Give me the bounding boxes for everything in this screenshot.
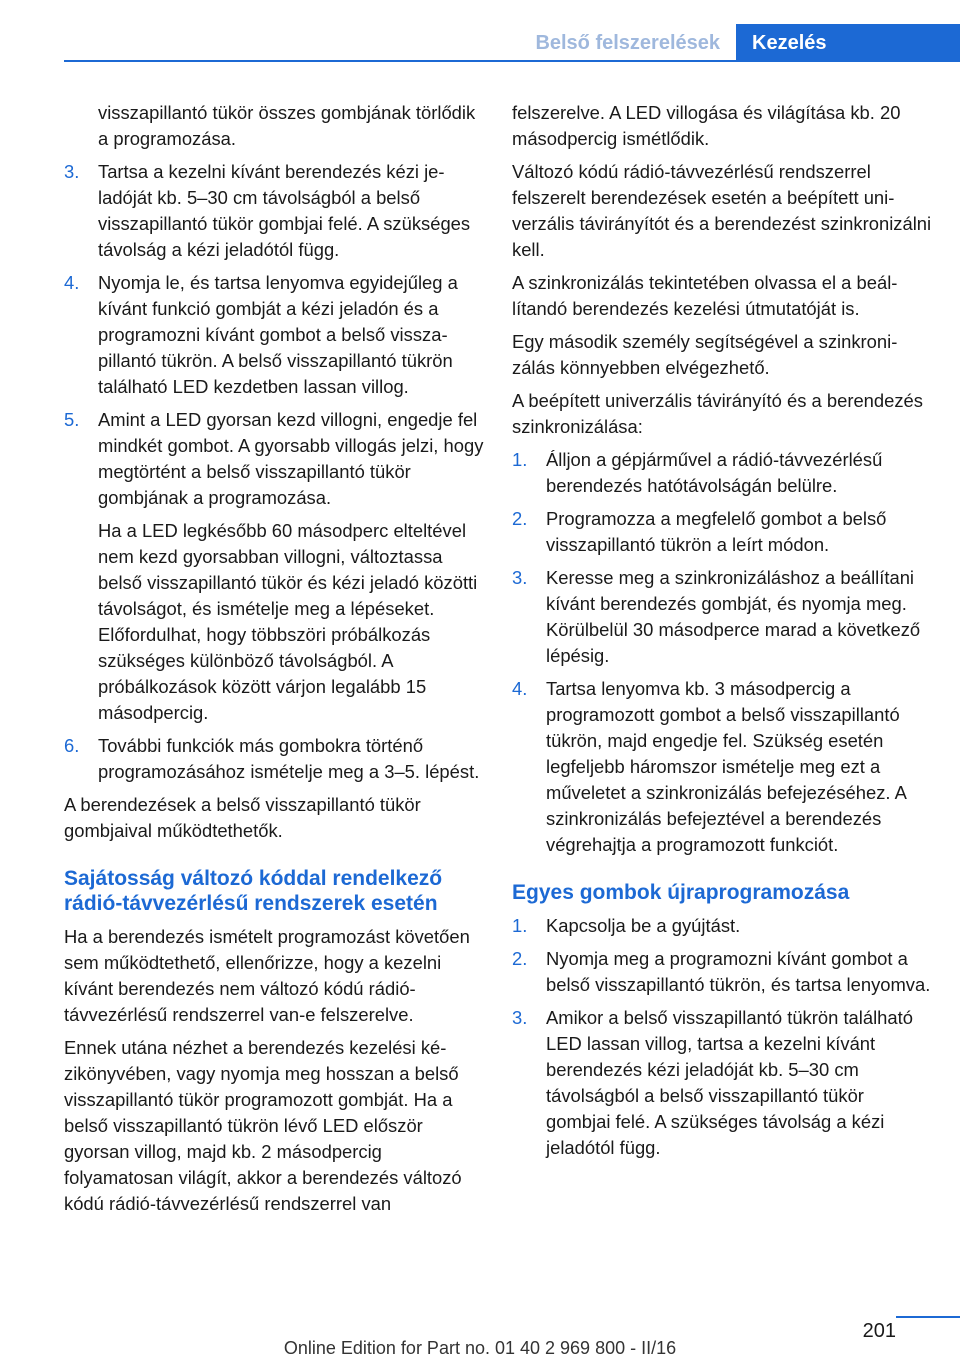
header-rule xyxy=(64,60,960,62)
paragraph: Ha a berendezés ismételt programozást követően sem működtethető, ellenőrizze, hogy a kezelni kívánt berendezés nem változó kódú rádió-távvezérlésű rendszerrel van-e felszerelve. xyxy=(64,926,470,1025)
list-item xyxy=(512,676,932,858)
paragraph: felszerelve. A LED villogása és világítása kb. 20 másodpercig ismétlődik. xyxy=(512,102,901,149)
step-number: 3. xyxy=(512,1007,528,1028)
step-number: 4. xyxy=(512,678,528,699)
step-text: Nyomja meg a programozni kívánt gombot a belső visszapillantó tükrön, és tartsa lenyomva. xyxy=(546,948,931,995)
step-text: Tartsa a kezelni kívánt berendezés kézi jeladóját kb. 5–30 cm távolságból a belső visszapillantó tükör gombjai felé. A szükséges távolság a kézi jeladótól függ. xyxy=(98,161,471,260)
step-number: 6. xyxy=(64,735,80,756)
step-text: Kapcsolja be a gyújtást. xyxy=(546,915,741,936)
step-number: 2. xyxy=(512,508,528,529)
step-text: Amint a LED gyorsan kezd villogni, engedje fel mindkét gombot. A gyorsabb villogás jelzi, hogy megtörtént a belső visszapillantó tükör gombjának a programozása. xyxy=(98,409,484,508)
list-item xyxy=(512,913,932,939)
step-text: Álljon a gépjárművel a rádió-távvezérlésű berendezés hatótávolságán belülre. xyxy=(546,449,883,496)
step-text: Keresse meg a szinkronizáláshoz a beállítani kívánt berendezés gombját, és nyomja meg. Körülbelül 30 másodperce marad a következő lépésig. xyxy=(546,567,921,666)
section-heading: Sajátosság változó kóddal rendelkező rádió-távvezérlésű rendszerek esetén xyxy=(64,867,443,915)
paragraph: Ennek utána nézhet a berendezés kezelési kézikönyvében, vagy nyomja meg hosszan a belső visszapillantó tükör programozott gombját. Ha a belső visszapillantó tükrön lévő LED először gyorsan villog, majd kb. 2 másodpercig folyamatosan világít, akkor a berendezés változó kódú rádió-távvezérlésű rendszerrel van xyxy=(64,1037,462,1214)
step-number: 1. xyxy=(512,915,528,936)
list-item xyxy=(512,506,932,558)
paragraph: A beépített univerzális távirányító és a berendezés szinkronizálása: xyxy=(512,390,923,437)
paragraph: A berendezések a belső visszapillantó tükör gombjaival működtethetők. xyxy=(64,794,421,841)
paragraph: Egy második személy segítségével a szinkronizálás könnyebben elvégezhető. xyxy=(512,331,898,378)
step-text: Programozza a megfelelő gombot a belső visszapillantó tükrön a leírt módon. xyxy=(546,508,887,555)
step-text: Tartsa lenyomva kb. 3 másodpercig a programozott gombot a belső visszapillantó tükrön, majd engedje fel. Szükség esetén legfeljebb háromszor ismételje meg ezt a műveletet a szinkronizálás befejezéséhez. A szinkronizálás befejeztével a berendezés végrehajtja a programozott funkciót. xyxy=(546,678,906,855)
header-section-title: Belső felszerelések xyxy=(535,32,720,54)
section-heading: Egyes gombok újraprogramozása xyxy=(512,881,850,904)
list-item xyxy=(64,733,484,785)
page-header xyxy=(0,0,960,62)
list-item xyxy=(512,1005,932,1161)
footer-rule xyxy=(896,1316,960,1318)
step-number: 4. xyxy=(64,272,80,293)
step-number: 3. xyxy=(512,567,528,588)
step-text: További funkciók más gombokra történő programozásához ismételje meg a 3–5. lépést. xyxy=(98,735,480,782)
step-text: Amikor a belső visszapillantó tükrön található LED lassan villog, tartsa a kezelni kívánt berendezés kézi jeladóját kb. 5–30 cm távolságból a belső visszapillantó tükör gombjai felé. A szükséges távolság a kézi jeladótól függ. xyxy=(546,1007,913,1158)
step-number: 3. xyxy=(64,161,80,182)
list-item xyxy=(512,946,932,998)
list-item xyxy=(512,565,932,669)
step-number: 5. xyxy=(64,409,80,430)
page-number: 201 xyxy=(862,1320,896,1342)
list-item xyxy=(64,407,484,726)
step-number: 1. xyxy=(512,449,528,470)
list-item xyxy=(512,447,932,499)
paragraph: A szinkronizálás tekintetében olvassa el a beállítandó berendezés kezelési útmutatóját is. xyxy=(512,272,898,319)
paragraph: Változó kódú rádió-távvezérlésű rendszerrel felszerelt berendezések esetén a beépített univerzális távirányítót és a berendezést szinkronizálni kell. xyxy=(512,161,932,260)
left-column xyxy=(64,100,484,1224)
step-number: 2. xyxy=(512,948,528,969)
step-note: Ha a LED legkésőbb 60 másodperc elteltével nem kezd gyorsabban villogni, változtassa belső visszapillantó tükör és kézi jeladó közötti távolságot, és ismételje meg a lépéseket. Előfordulhat, hogy többszöri próbálkozás szükséges különböző távolságból. A próbálkozások között várjon legalább 15 másodpercig. xyxy=(98,520,478,723)
step-text: Nyomja le, és tartsa lenyomva egyidejűleg a kívánt funkció gombját a kézi jeladón és a programozni kívánt gombot a belső visszapillantó tükrön. A belső visszapillantó tükrön található LED kezdetben lassan villog. xyxy=(98,272,458,397)
list-item xyxy=(64,270,484,400)
header-chapter-tab: Kezelés xyxy=(736,24,960,62)
edition-footer: Online Edition for Part no. 01 40 2 969 800 - II/16 xyxy=(283,1338,677,1358)
continued-step-text: visszapillantó tükör összes gombjának törlődik a programozása. xyxy=(98,102,476,149)
list-item xyxy=(64,159,484,263)
right-column xyxy=(512,100,932,1168)
